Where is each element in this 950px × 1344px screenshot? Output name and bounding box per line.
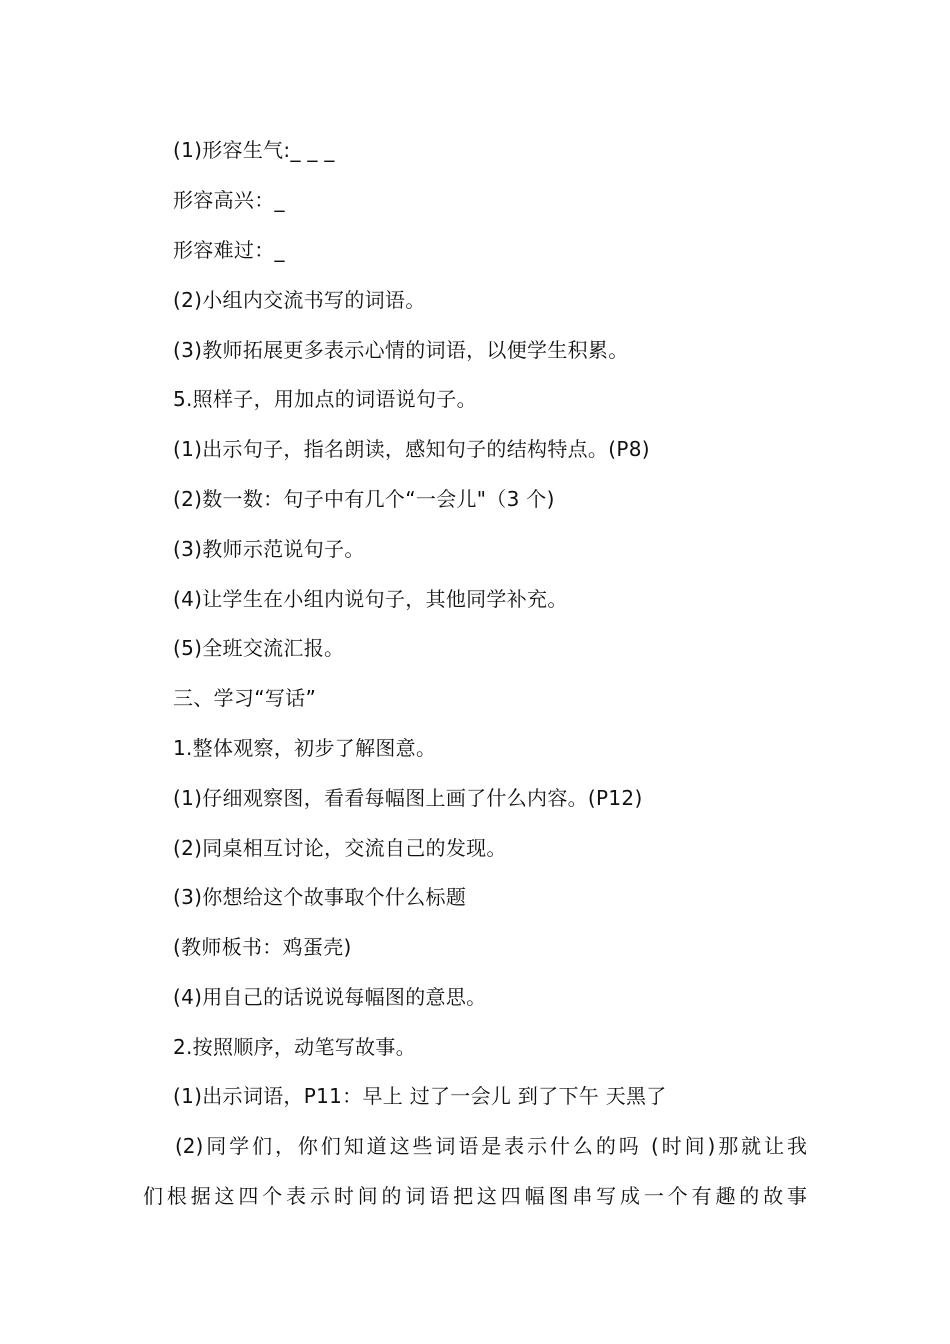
text-line-20: (1)出示词语，P11：早上 过了一会儿 到了下午 天黑了 — [173, 1084, 667, 1108]
text-line-14: (1)仔细观察图，看看每幅图上画了什么内容。(P12) — [173, 786, 643, 810]
text-line-10: (4)让学生在小组内说句子，其他同学补充。 — [173, 587, 568, 611]
text-line-15: (2)同桌相互讨论，交流自己的发现。 — [173, 836, 507, 860]
text-line-13: 1.整体观察，初步了解图意。 — [173, 736, 437, 760]
section-heading: 三、学习“写话” — [173, 686, 317, 710]
text-line-16: (3)你想给这个故事取个什么标题 — [173, 885, 467, 909]
text-line-7: (1)出示句子，指名朗读，感知句子的结构特点。(P8) — [173, 437, 650, 461]
text-line-9: (3)教师示范说句子。 — [173, 537, 365, 561]
text-line-2: 形容高兴：_ — [173, 188, 285, 212]
text-line-1: (1)形容生气:_ _ _ — [173, 138, 335, 162]
text-line-8: (2)数一数：句子中有几个“一会儿"（3 个) — [173, 487, 555, 511]
final-paragraph — [143, 1121, 807, 1221]
text-line-19: 2.按照顺序，动笔写故事。 — [173, 1035, 416, 1059]
text-line-4: (2)小组内交流书写的词语。 — [173, 288, 426, 312]
text-line-6: 5.照样子，用加点的词语说句子。 — [173, 387, 477, 411]
final-paragraph-line-2: 们根据这四个表示时间的词语把这四幅图串写成一个有趣的故事 — [143, 1184, 807, 1208]
text-line-11: (5)全班交流汇报。 — [173, 636, 345, 660]
final-paragraph-line-1: (2)同学们，你们知道这些词语是表示什么的吗 (时间)那就让我 — [175, 1134, 807, 1158]
text-line-17: (教师板书：鸡蛋壳) — [173, 935, 352, 959]
text-line-18: (4)用自己的话说说每幅图的意思。 — [173, 985, 487, 1009]
text-line-5: (3)教师拓展更多表示心情的词语，以便学生积累。 — [173, 338, 629, 362]
text-line-3: 形容难过：_ — [173, 238, 285, 262]
